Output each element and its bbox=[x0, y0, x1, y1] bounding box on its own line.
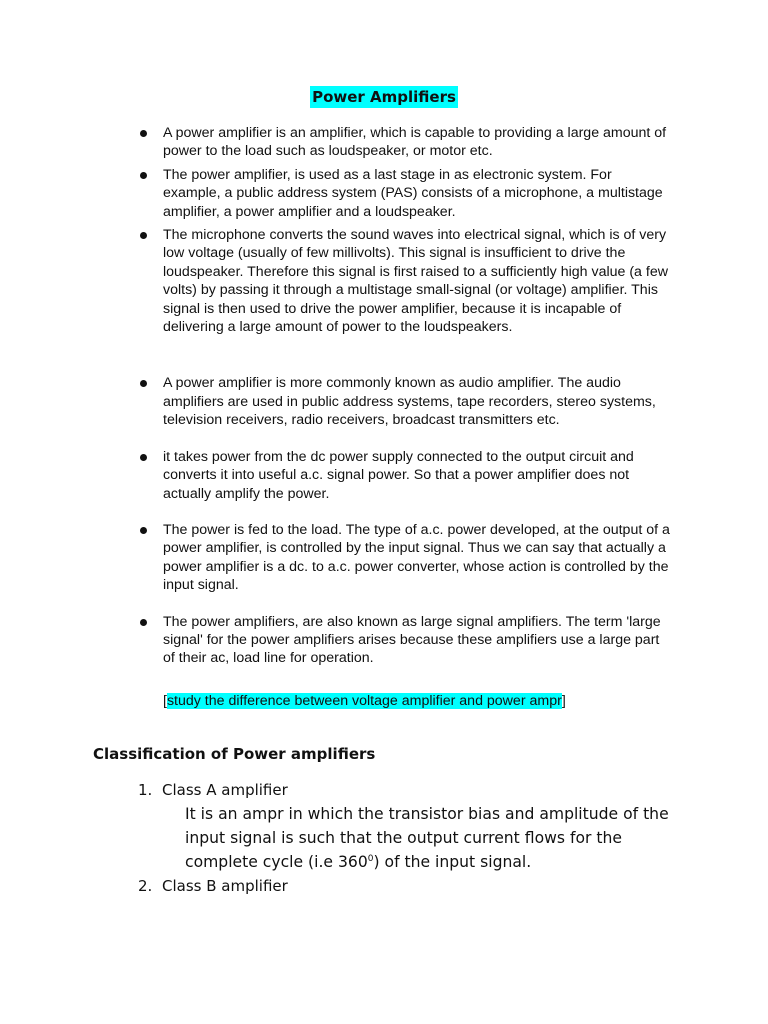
class-description bbox=[138, 802, 698, 874]
bullet-item bbox=[140, 166, 672, 221]
note-close-bracket: ] bbox=[561, 693, 566, 709]
bullet-icon bbox=[140, 619, 147, 626]
note-open-bracket: [ bbox=[163, 693, 167, 709]
page-title: Power Amplifiers bbox=[312, 88, 456, 106]
class-name: Class B amplifier bbox=[162, 877, 288, 895]
bullet-item bbox=[140, 448, 672, 503]
study-note bbox=[163, 692, 566, 710]
title-wrap bbox=[0, 86, 768, 108]
degree-superscript: 0 bbox=[367, 853, 374, 864]
bullet-icon bbox=[140, 172, 147, 179]
class-number: 1. bbox=[138, 781, 153, 799]
bullet-item bbox=[140, 613, 672, 668]
classification-list bbox=[138, 778, 698, 898]
class-item bbox=[138, 778, 698, 874]
class-description-text: It is an ampr in which the transistor bias and amplitude of the input signal is such that the output current flows for the complete cycle (i.e 360 bbox=[185, 805, 669, 871]
bullet-item bbox=[140, 124, 672, 161]
bullet-icon bbox=[140, 380, 147, 387]
class-title-line bbox=[138, 874, 698, 898]
bullet-text: The power amplifiers, are also known as large signal amplifiers. The term 'large signal' for the power amplifiers arises because these amplifiers use a large part of their ac, load line for operation. bbox=[163, 613, 661, 667]
class-description-tail: ) of the input signal. bbox=[373, 853, 532, 871]
bullet-text: it takes power from the dc power supply connected to the output circuit and converts it into useful a.c. signal power. So that a power amplifier does not actually amplify the power. bbox=[163, 448, 634, 502]
class-number: 2. bbox=[138, 877, 153, 895]
bullet-text: The power amplifier, is used as a last stage in as electronic system. For example, a public address system (PAS) consists of a microphone, a multistage amplifier, a power amplifier and a loudspeaker. bbox=[163, 166, 663, 220]
bullet-text: The microphone converts the sound waves into electrical signal, which is of very low voltage (usually of few millivolts). This signal is insufficient to drive the loudspeaker. Therefore this signal is first raised to a sufficiently high value (a few volts) by passing it through a multistage small-signal (or voltage) amplifier. This signal is then used to drive the power amplifier, because it is incapable of delivering a large amount of power to the loudspeakers. bbox=[163, 227, 668, 336]
bullet-icon bbox=[140, 527, 147, 534]
bullet-list bbox=[140, 124, 672, 668]
section-heading: Classification of Power amplifiers bbox=[93, 745, 376, 763]
bullet-text: A power amplifier is an amplifier, which is capable to providing a large amount of power to the load such as loudspeaker, or motor etc. bbox=[163, 125, 667, 160]
note-highlight-text: study the difference between voltage amplifier and power ampr bbox=[166, 693, 562, 709]
bullet-item bbox=[140, 521, 672, 595]
class-item bbox=[138, 874, 698, 898]
bullet-text: The power is fed to the load. The type of a.c. power developed, at the output of a power amplifier, is controlled by the input signal. Thus we can say that actually a power amplifier is a dc. to a.c. power converter, whose action is controlled by the input signal. bbox=[163, 521, 670, 594]
bullet-icon bbox=[140, 232, 147, 239]
bullet-icon bbox=[140, 454, 147, 461]
bullet-icon bbox=[140, 130, 147, 137]
bullet-item bbox=[140, 374, 672, 429]
class-name: Class A amplifier bbox=[162, 781, 288, 799]
bullet-item bbox=[140, 226, 672, 336]
bullet-text: A power amplifier is more commonly known as audio amplifier. The audio amplifiers are used in public address systems, tape recorders, stereo systems, television receivers, radio receivers, broadcast transmitters etc. bbox=[163, 375, 656, 429]
class-title-line bbox=[138, 778, 698, 802]
